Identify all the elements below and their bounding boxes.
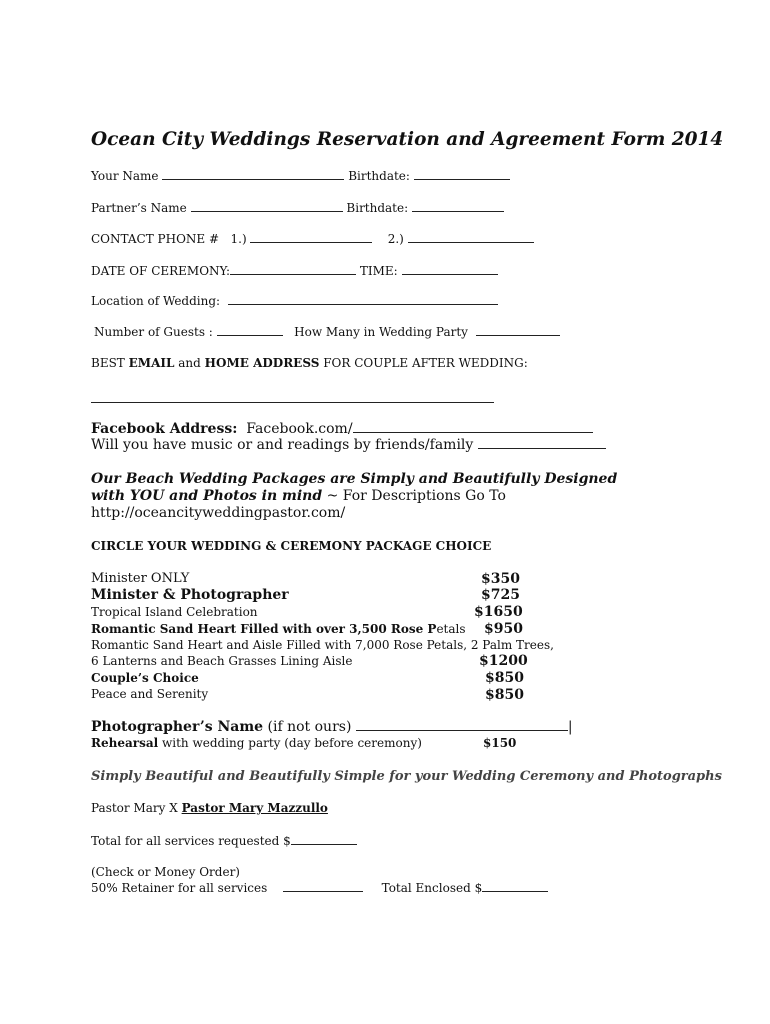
photographer-row bbox=[91, 719, 573, 735]
your-name-label: Your Name bbox=[91, 169, 159, 183]
birthdate-field[interactable] bbox=[414, 168, 510, 180]
phone2-field[interactable] bbox=[408, 231, 534, 243]
phone2-label: 2.) bbox=[387, 232, 404, 246]
photographer-note: (if not ours) bbox=[267, 719, 352, 735]
after-wedding-text: FOR COUPLE AFTER WEDDING: bbox=[323, 356, 528, 370]
your-name-row bbox=[91, 168, 510, 183]
and-text: and bbox=[178, 356, 201, 370]
guests-row bbox=[94, 324, 560, 339]
contact-phone-row bbox=[91, 231, 534, 246]
total-label: Total for all services requested $ bbox=[91, 834, 291, 848]
packages-url[interactable]: http://oceancityweddingpastor.com/ bbox=[91, 505, 346, 521]
phone1-label: 1.) bbox=[230, 232, 247, 246]
rehearsal-price: $150 bbox=[483, 736, 517, 750]
package-sand-heart-bold: Romantic Sand Heart Filled with over 3,500 Rose P bbox=[91, 622, 437, 636]
guests-field[interactable] bbox=[217, 324, 283, 336]
date-of-ceremony-label: DATE OF CEREMONY: bbox=[91, 264, 231, 278]
pastor-row bbox=[91, 801, 328, 815]
facebook-label: Facebook Address: bbox=[91, 421, 238, 437]
retainer-label: 50% Retainer for all services bbox=[91, 881, 268, 895]
facebook-row bbox=[91, 421, 593, 437]
package-peace-serenity-price: $850 bbox=[485, 687, 524, 703]
package-sand-heart[interactable] bbox=[91, 622, 466, 636]
location-field[interactable] bbox=[228, 293, 498, 305]
partners-name-row bbox=[91, 200, 504, 215]
wedding-party-label: How Many in Wedding Party bbox=[294, 325, 468, 339]
package-couples-choice-price: $850 bbox=[485, 670, 524, 686]
retainer-row bbox=[91, 880, 548, 895]
page-title: Ocean City Weddings Reservation and Agreement Form 2014 bbox=[91, 129, 724, 150]
photographer-label: Photographer’s Name bbox=[91, 719, 264, 735]
package-sand-heart-rest: etals bbox=[436, 622, 466, 636]
package-couples-choice[interactable]: Couple’s Choice bbox=[91, 671, 199, 685]
ceremony-date-row bbox=[91, 263, 498, 278]
package-tropical-island-price: $1650 bbox=[474, 604, 523, 620]
partner-birthdate-label: Birthdate: bbox=[346, 201, 409, 215]
total-enclosed-label: Total Enclosed $ bbox=[381, 881, 483, 895]
home-address-text: HOME ADDRESS bbox=[204, 356, 320, 370]
package-minister-only[interactable]: Minister ONLY bbox=[91, 571, 190, 586]
packages-intro-line2 bbox=[91, 488, 506, 504]
photographer-field[interactable] bbox=[356, 719, 568, 731]
time-label: TIME: bbox=[359, 264, 398, 278]
rehearsal-label: Rehearsal bbox=[91, 736, 159, 750]
partner-birthdate-field[interactable] bbox=[412, 200, 504, 212]
package-sand-heart-aisle-line2[interactable]: 6 Lanterns and Beach Grasses Lining Aisle bbox=[91, 654, 353, 668]
package-peace-serenity[interactable]: Peace and Serenity bbox=[91, 687, 209, 701]
retainer-field[interactable] bbox=[283, 880, 363, 892]
package-sand-heart-price: $950 bbox=[484, 621, 523, 637]
facebook-prefix: Facebook.com/ bbox=[246, 421, 353, 437]
packages-intro-bold: with YOU and Photos in mind bbox=[91, 488, 323, 504]
pastor-prefix: Pastor Mary X bbox=[91, 801, 178, 815]
package-tropical-island[interactable]: Tropical Island Celebration bbox=[91, 605, 258, 619]
email-address-field[interactable] bbox=[91, 402, 494, 403]
date-of-ceremony-field[interactable] bbox=[230, 263, 356, 275]
best-text: BEST bbox=[91, 356, 125, 370]
total-row bbox=[91, 833, 357, 848]
location-label: Location of Wedding: bbox=[91, 294, 221, 308]
circle-heading: CIRCLE YOUR WEDDING & CEREMONY PACKAGE CHOICE bbox=[91, 539, 492, 553]
payment-method: (Check or Money Order) bbox=[91, 865, 240, 879]
tagline: Simply Beautiful and Beautifully Simple for your Wedding Ceremony and Photographs bbox=[91, 769, 722, 784]
email-address-row bbox=[91, 356, 528, 370]
package-minister-only-price: $350 bbox=[481, 571, 520, 587]
rehearsal-desc: with wedding party (day before ceremony) bbox=[161, 736, 422, 750]
pastor-signature: Pastor Mary Mazzullo bbox=[181, 801, 328, 815]
package-minister-photographer-price: $725 bbox=[481, 587, 520, 603]
rehearsal-row bbox=[91, 736, 422, 750]
time-field[interactable] bbox=[402, 263, 498, 275]
package-sand-heart-aisle-price: $1200 bbox=[479, 653, 528, 669]
music-field[interactable] bbox=[478, 437, 606, 449]
music-question: Will you have music or and readings by friends/family bbox=[91, 437, 474, 453]
birthdate-label: Birthdate: bbox=[348, 169, 410, 183]
wedding-party-field[interactable] bbox=[476, 324, 560, 336]
phone1-field[interactable] bbox=[250, 231, 372, 243]
facebook-field[interactable] bbox=[353, 421, 593, 433]
location-row bbox=[91, 293, 498, 308]
packages-intro-rest: ~ For Descriptions Go To bbox=[326, 488, 506, 504]
music-row bbox=[91, 437, 606, 453]
email-text: EMAIL bbox=[128, 356, 175, 370]
packages-intro-line1: Our Beach Wedding Packages are Simply and Beautifully Designed bbox=[91, 471, 618, 487]
your-name-field[interactable] bbox=[162, 168, 344, 180]
guests-label: Number of Guests : bbox=[94, 325, 213, 339]
total-enclosed-field[interactable] bbox=[482, 880, 548, 892]
package-minister-photographer[interactable]: Minister & Photographer bbox=[91, 587, 289, 603]
package-sand-heart-aisle-line1[interactable]: Romantic Sand Heart and Aisle Filled with 7,000 Rose Petals, 2 Palm Trees, bbox=[91, 638, 554, 652]
partners-name-field[interactable] bbox=[191, 200, 343, 212]
photographer-end-bar: | bbox=[567, 719, 573, 735]
partners-name-label: Partner’s Name bbox=[91, 201, 187, 215]
total-field[interactable] bbox=[291, 833, 357, 845]
contact-phone-label: CONTACT PHONE # bbox=[91, 232, 220, 246]
